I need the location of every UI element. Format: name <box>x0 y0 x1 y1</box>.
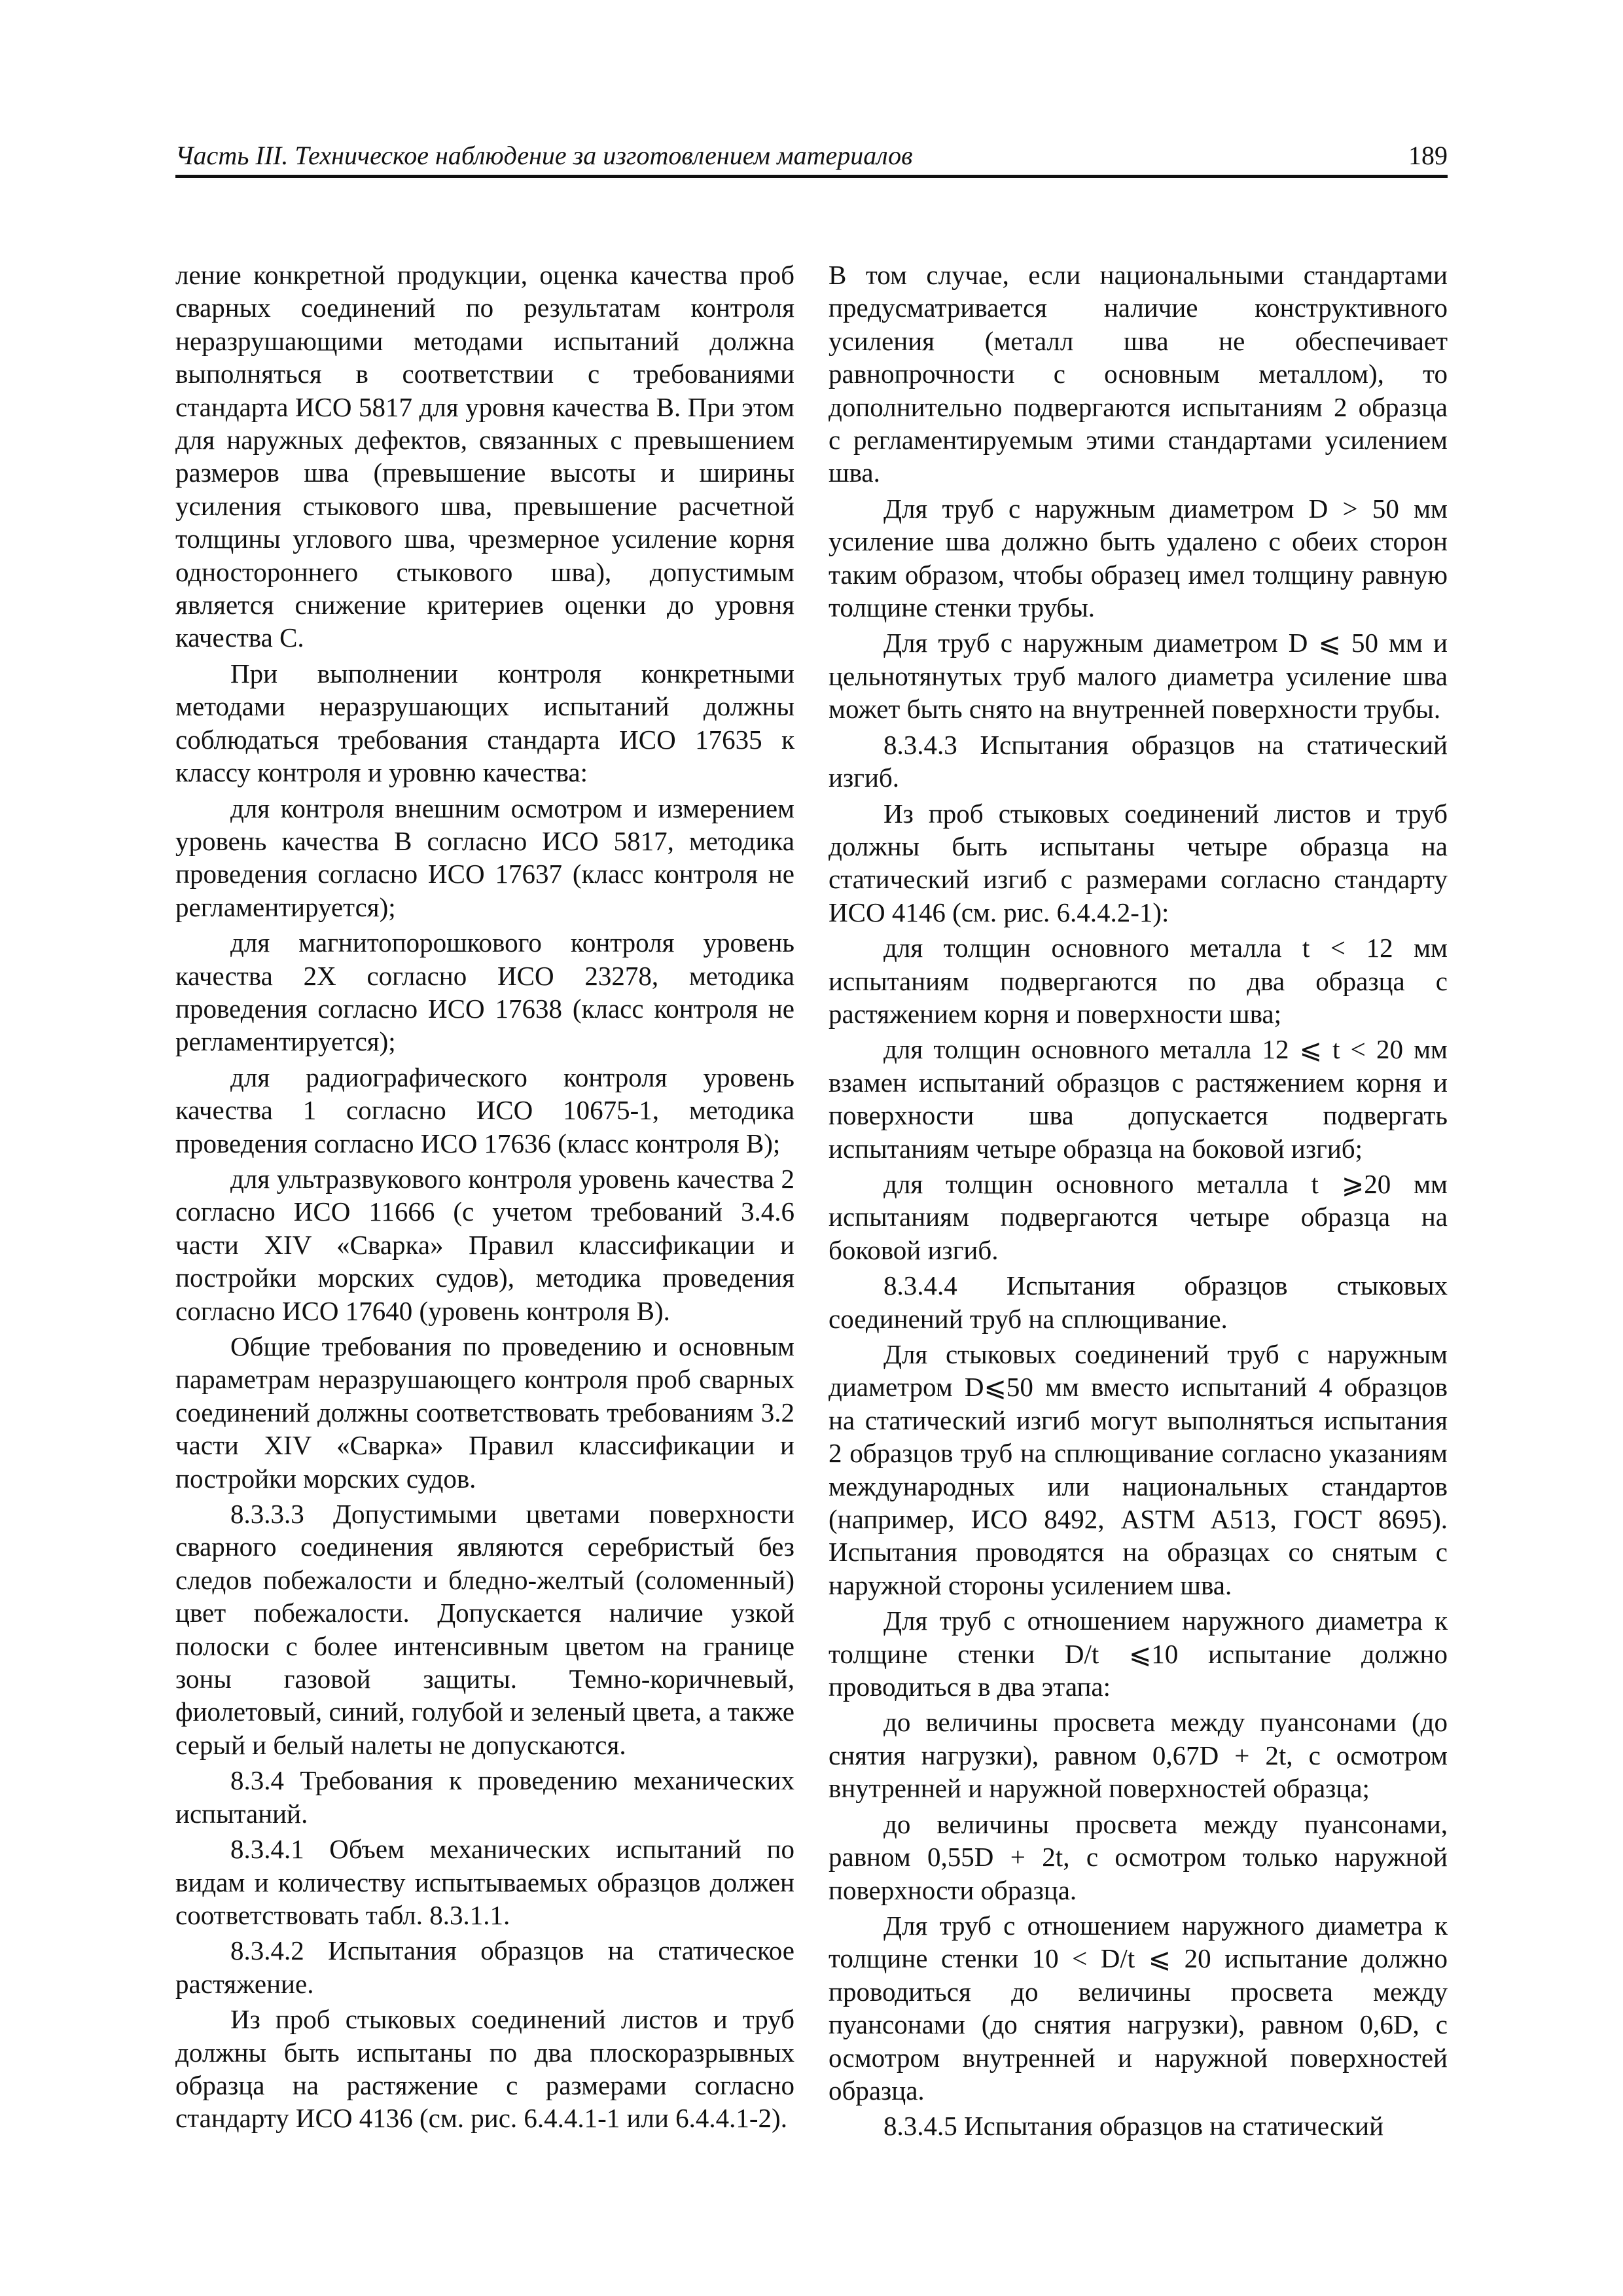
paragraph: Для труб с наружным диаметром D ⩽ 50 мм и цельнотянутых труб малого диаметра усиление шва может быть снято на внутренней поверхности трубы. <box>829 628 1448 725</box>
section-8-3-4-5: 8.3.4.5 Испытания образцов на статический <box>883 2111 1384 2142</box>
paragraph: Из проб стыковых соединений листов и труб должны быть испытаны по два плоскоразрывных образца на растяжение с размерами согласно стандарту ИСО 4136 (см. рис. 6.4.4.1-1 или 6.4.4.1-2). <box>175 2004 794 2134</box>
paragraph: Из проб стыковых соединений листов и труб должны быть испытаны четыре образца на статический изгиб с размерами согласно стандарту ИСО 4146 (см. рис. 6.4.4.2-1): <box>829 798 1448 927</box>
section-8-3-4-1: 8.3.4.1 Объем механических испытаний по видам и количеству испытываемых образцов должен соответствовать табл. 8.3.1.1. <box>175 1834 794 1930</box>
paragraph: Для труб с наружным диаметром D > 50 мм усиление шва должно быть удалено с обеих сторон таким образом, чтобы образец имел толщину равную толщине стенки трубы. <box>829 493 1448 623</box>
list-item-thickness-20-plus: для толщин основного металла t ⩾20 мм испытаниям подвергаются четыре образца на боковой изгиб. <box>829 1168 1448 1265</box>
list-item-thickness-under-12: для толщин основного металла t < 12 мм испытаниям подвергаются по два образца с растяжением корня и поверхности шва; <box>829 933 1448 1029</box>
running-title: Часть III. Техническое наблюдение за изготовлением материалов <box>175 141 913 170</box>
list-item-ultrasonic-testing: для ультразвукового контроля уровень качества 2 согласно ИСО 11666 (с учетом требований 3.4.6 части XIV «Сварка» Правил классификации и постройки морских судов), методика проведения согласно ИСО 17640 (уровень контроля B). <box>175 1163 794 1326</box>
paragraph: Общие требования по проведению и основным параметрам неразрушающего контроля проб сварных соединений должны соответствовать требованиям 3.2 части XIV «Сварка» Правил классификации и постройки морских судов. <box>175 1331 794 1494</box>
paragraph: При выполнении контроля конкретными методами неразрушающих испытаний должны соблюдаться требования стандарта ИСО 17635 к классу контроля и уровню качества: <box>175 658 794 788</box>
left-column <box>175 259 794 2138</box>
list-item-radiographic-testing: для радиографического контроля уровень качества 1 согласно ИСО 10675-1, методика проведения согласно ИСО 17636 (класс контроля B); <box>175 1062 794 1158</box>
right-column <box>829 259 1448 2145</box>
list-item-thickness-12-to-20: для толщин основного металла 12 ⩽ t < 20 мм взамен испытаний образцов с растяжением корня и поверхности шва допускается подвергать испытаниям четыре образца на боковой изгиб; <box>829 1034 1448 1164</box>
paragraph: Для труб с отношением наружного диаметра к толщине стенки D/t ⩽10 испытание должно проводиться в два этапа: <box>829 1605 1448 1702</box>
section-8-3-4: 8.3.4 Требования к проведению механических испытаний. <box>175 1765 794 1829</box>
section-8-3-4-4: 8.3.4.4 Испытания образцов стыковых соединений труб на сплющивание. <box>829 1270 1448 1334</box>
section-8-3-3-3: 8.3.3.3 Допустимыми цветами поверхности сварного соединения являются серебристый без следов побежалости и бледно-желтый (соломенный) цвет побежалости. Допускается наличие узкой полоски с более интенсивным цветом на границе зоны газовой защиты. Темно-коричневый, фиолетовый, синий, голубой и зеленый цвета, а также серый и белый налеты не допускаются. <box>175 1499 794 1760</box>
paragraph: В том случае, если национальными стандартами предусматривается наличие конструктивного усиления (металл шва не обеспечивает равнопрочности с основным металлом), то дополнительно подвергаются испытаниям 2 образца с регламентируемым этими стандартами усилением шва. <box>829 260 1448 488</box>
list-item-stage-one: до величины просвета между пуансонами (до снятия нагрузки), равном 0,67D + 2t, с осмотром внутренней и наружной поверхностей образца; <box>829 1707 1448 1804</box>
list-item-stage-two: до величины просвета между пуансонами, равном 0,55D + 2t, с осмотром только наружной поверхности образца. <box>829 1808 1448 1905</box>
paragraph: Для труб с отношением наружного диаметра к толщине стенки 10 < D/t ⩽ 20 испытание должно проводиться до величины просвета между пуансонами (до снятия нагрузки), равном 0,6D, с осмотром внутренней и наружной поверхностей образца. <box>829 1910 1448 2106</box>
paragraph-continuation: ление конкретной продукции, оценка качества проб сварных соединений по результатам контроля неразрушающими методами испытаний должна выполняться в соответствии с требованиями стандарта ИСО 5817 для уровня качества B. При этом для наружных дефектов, связанных с превышением размеров шва (превышение высоты и ширины усиления стыкового шва, превышение расчетной толщины углового шва, чрезмерное усиление корня одностороннего стыкового шва), допустимым является снижение критериев оценки до уровня качества C. <box>175 260 794 653</box>
paragraph: Для стыковых соединений труб с наружным диаметром D⩽50 мм вместо испытаний 4 образцов на статический изгиб могут выполняться испытания 2 образцов труб на сплющивание согласно указаниям международных или национальных стандартов (например, ИСО 8492, ASTM A513, ГОСТ 8695). Испытания проводятся на образцах со снятым с наружной стороны усилением шва. <box>829 1339 1448 1600</box>
page-header <box>175 131 1448 178</box>
section-8-3-4-3: 8.3.4.3 Испытания образцов на статический изгиб. <box>829 729 1448 793</box>
list-item-visual-inspection: для контроля внешним осмотром и измерением уровень качества B согласно ИСО 5817, методика проведения согласно ИСО 17637 (класс контроля не регламентируется); <box>175 793 794 922</box>
list-item-magnetic-testing: для магнитопорошкового контроля уровень качества 2X согласно ИСО 23278, методика проведения согласно ИСО 17638 (класс контроля не регламентируется); <box>175 927 794 1057</box>
page-number: 189 <box>1408 141 1448 170</box>
section-8-3-4-2: 8.3.4.2 Испытания образцов на статическое растяжение. <box>175 1935 794 1999</box>
